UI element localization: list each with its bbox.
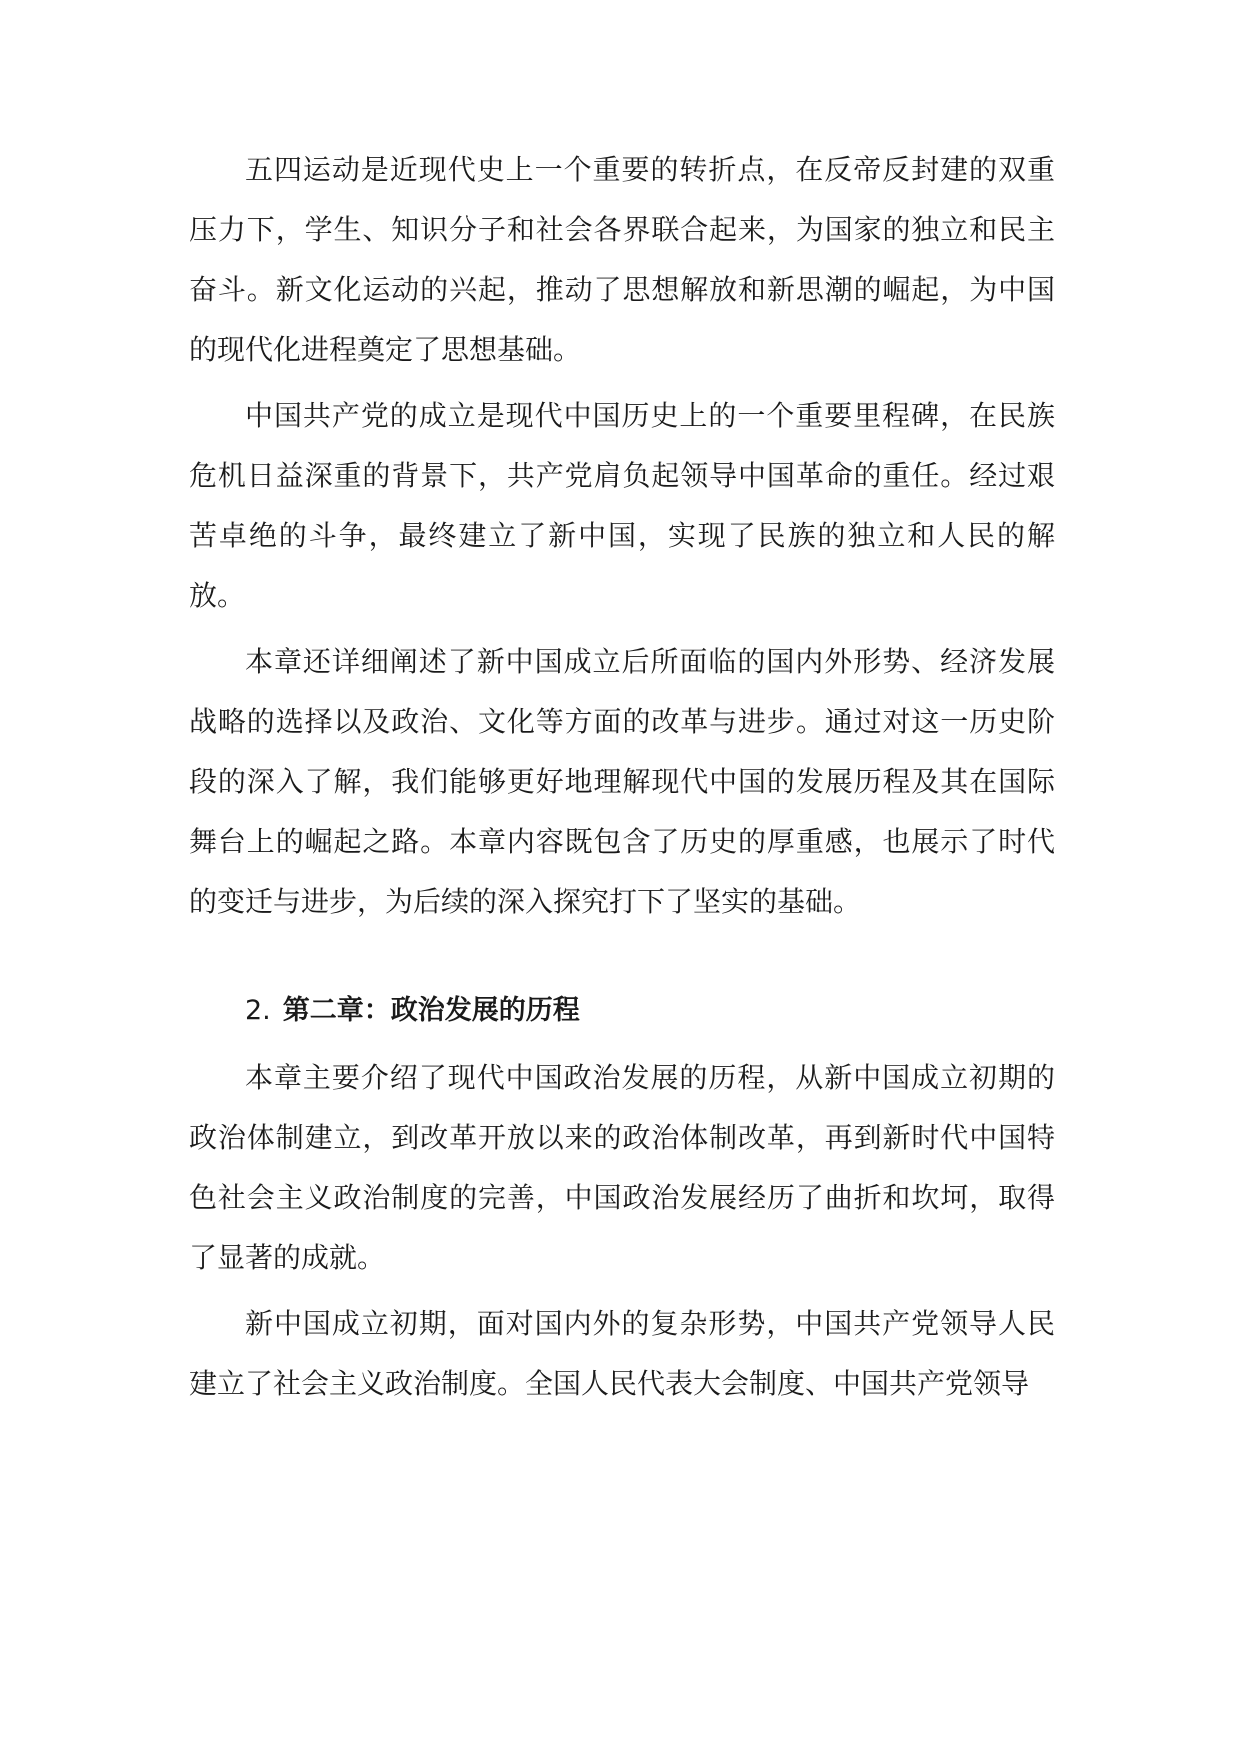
paragraph-political-development: 本章主要介绍了现代中国政治发展的历程，从新中国成立初期的政治体制建立，到改革开放以来的政治体制改革，再到新时代中国特色社会主义政治制度的完善，中国政治发展经历了曲折和坎坷，取得了显著的成就。 [189, 1061, 1055, 1274]
paragraph-cpc-founding: 中国共产党的成立是现代中国历史上的一个重要里程碑，在民族危机日益深重的背景下，共产党肩负起领导中国革命的重任。经过艰苦卓绝的斗争，最终建立了新中国，实现了民族的独立和人民的解放。 [189, 399, 1055, 612]
chapter-number: 2. [245, 995, 271, 1026]
paragraph-chapter-summary: 本章还详细阐述了新中国成立后所面临的国内外形势、经济发展战略的选择以及政治、文化等方面的改革与进步。通过对这一历史阶段的深入了解，我们能够更好地理解现代中国的发展历程及其在国际舞台上的崛起之路。本章内容既包含了历史的厚重感，也展示了时代的变迁与进步，为后续的深入探究打下了坚实的基础。 [189, 645, 1055, 918]
document-body [189, 140, 1055, 1414]
paragraph-early-prc: 新中国成立初期，面对国内外的复杂形势，中国共产党领导人民建立了社会主义政治制度。全国人民代表大会制度、中国共产党领导 [189, 1307, 1055, 1400]
paragraph-may-fourth: 五四运动是近现代史上一个重要的转折点，在反帝反封建的双重压力下，学生、知识分子和社会各界联合起来，为国家的独立和民主奋斗。新文化运动的兴起，推动了思想解放和新思潮的崛起，为中国的现代化进程奠定了思想基础。 [189, 153, 1055, 366]
chapter-title: 第二章：政治发展的历程 [282, 995, 580, 1026]
chapter-heading [189, 984, 1055, 1038]
